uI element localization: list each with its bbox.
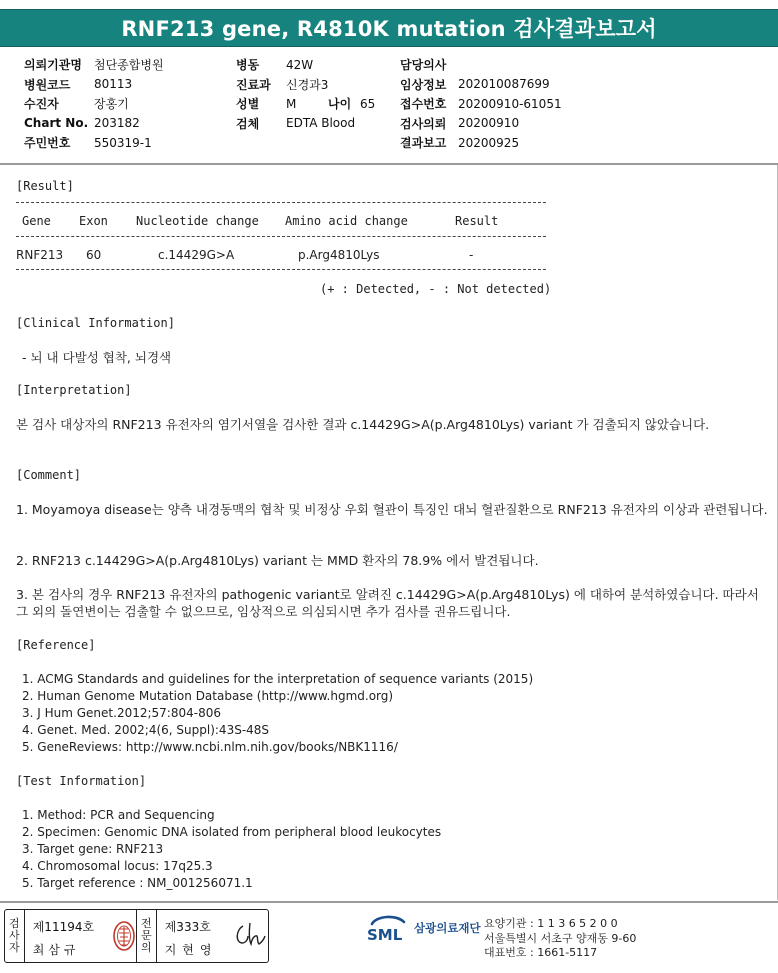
result-legend: (+ : Detected, - : Not detected): [320, 282, 552, 296]
examiner-label: 검 사 자: [5, 910, 25, 962]
header-field: 병원코드 80113: [24, 77, 133, 92]
table-rule: [16, 202, 546, 203]
list-item: 3. Target gene: RNF213: [22, 842, 164, 856]
cell-amino: p.Arg4810Lys: [298, 248, 380, 262]
table-rule: [16, 236, 546, 237]
col-exon: Exon: [79, 214, 108, 228]
header-field: 접수번호 20200910-61051: [400, 96, 562, 112]
sml-logo: [366, 914, 481, 942]
header-field: 수진자 장홍기: [24, 97, 129, 112]
comment-item: 2. RNF213 c.14429G>A(p.Arg4810Lys) variant 는 MMD 환자의 78.9% 에서 발견됩니다.: [16, 553, 539, 568]
svg-text:SML: SML: [367, 926, 403, 942]
list-item: 5. GeneReviews: http://www.ncbi.nlm.nih.gov/books/NBK1116/: [22, 740, 398, 754]
header-field: 의뢰기관명 첨단종합병원: [24, 58, 164, 73]
signature-box: [4, 909, 269, 963]
interpretation-heading: [Interpretation]: [16, 383, 132, 397]
cell-result: -: [469, 248, 474, 262]
header-field: 임상정보 202010087699: [400, 77, 550, 92]
header-column-2: [236, 55, 375, 133]
col-gene: Gene: [22, 214, 51, 228]
org-line: 대표번호 : 1661-5117: [484, 946, 598, 959]
list-item: 5. Target reference : NM_001256071.1: [22, 876, 253, 890]
col-amino: Amino acid change: [285, 214, 408, 228]
list-item: 3. J Hum Genet.2012;57:804-806: [22, 706, 221, 720]
clinical-heading: [Clinical Information]: [16, 316, 175, 330]
list-item: 1. Method: PCR and Sequencing: [22, 808, 215, 822]
examiner-cell: [25, 910, 136, 962]
organization-info: [484, 917, 636, 961]
col-nucleotide: Nucleotide change: [136, 214, 259, 228]
cell-exon: 60: [86, 248, 102, 262]
interpretation-text: 본 검사 대상자의 RNF213 유전자의 염기서열을 검사한 결과 c.14429G>A(p.Arg4810Lys) variant 가 검출되지 않았습니다.: [16, 417, 710, 432]
comment-item: 3. 본 검사의 경우 RNF213 유전자의 pathogenic variant로 알려진 c.14429G>A(p.Arg4810Lys) 에 대하여 분석하였습니다. 따라서 그 외의 돌연변이는 검출할 수 없으므로, 임상적으로 의심되시면 추가 검사를 권유드립니다.: [16, 587, 759, 619]
examiner-name: 최삼규: [32, 943, 80, 957]
col-result: Result: [455, 214, 499, 228]
specialist-id: 제333호: [164, 920, 211, 934]
header-field: 병동 42W: [236, 57, 314, 73]
cell-nucleotide: c.14429G>A: [158, 248, 235, 262]
footer-divider: [0, 901, 778, 903]
list-item: 4. Genet. Med. 2002;4(6, Suppl):43S-48S: [22, 723, 270, 737]
comment-heading: [Comment]: [16, 468, 82, 482]
reference-list: [22, 671, 533, 756]
result-heading: [Result]: [16, 179, 74, 193]
report-title: RNF213 gene, R4810K mutation 검사결과보고서: [0, 9, 778, 47]
examiner-id: 제11194호: [32, 920, 95, 934]
header-divider: [0, 163, 778, 165]
header-field: 검사의뢰 20200910: [400, 116, 520, 131]
list-item: 4. Chromosomal locus: 17q25.3: [22, 859, 213, 873]
list-item: 1. ACMG Standards and guidelines for the interpretation of sequence variants (2015): [22, 672, 534, 686]
header-field: 검체 EDTA Blood: [236, 116, 356, 131]
header-field: 담당의사: [400, 58, 447, 73]
header-field: Chart No. 203182: [24, 116, 140, 131]
header-field: 성별 M 나이 65: [236, 96, 376, 112]
cell-gene: RNF213: [16, 248, 64, 262]
org-line: 요양기관 : 1 1 3 6 5 2 0 0: [484, 917, 618, 930]
org-line: 서울특별시 서초구 양재동 9-60: [484, 931, 637, 945]
header-field: 진료과 신경과3: [236, 77, 329, 92]
seal-stamp-icon: [113, 921, 135, 951]
header-field: 결과보고 20200925: [400, 135, 520, 151]
logo-name: 삼광의료재단: [414, 921, 481, 935]
specialist-name: 지현영: [164, 943, 218, 957]
header-field: 주민번호 550319-1: [24, 135, 152, 151]
header-column-3: [400, 55, 562, 153]
specialist-label: 전 문 의: [137, 910, 157, 962]
sml-logo-icon: [366, 914, 408, 942]
table-rule: [16, 269, 546, 270]
list-item: 2. Specimen: Genomic DNA isolated from peripheral blood leukocytes: [22, 825, 442, 839]
header-column-1: [24, 55, 164, 153]
specialist-cell: [157, 910, 268, 962]
reference-heading: [Reference]: [16, 638, 96, 652]
test-info-list: [22, 807, 441, 892]
list-item: 2. Human Genome Mutation Database (http://www.hgmd.org): [22, 689, 394, 703]
comment-item: 1. Moyamoya disease는 양측 내경동맥의 협착 및 비정상 우회 혈관이 특징인 대뇌 혈관질환으로 RNF213 유전자의 이상과 관련됩니다.: [16, 502, 768, 517]
signature-icon: [233, 920, 267, 950]
age-value: 65: [360, 96, 376, 111]
clinical-text: - 뇌 내 다발성 협착, 뇌경색: [22, 350, 172, 365]
age-label: 나이: [328, 97, 352, 112]
test-info-heading: [Test Information]: [16, 774, 147, 788]
